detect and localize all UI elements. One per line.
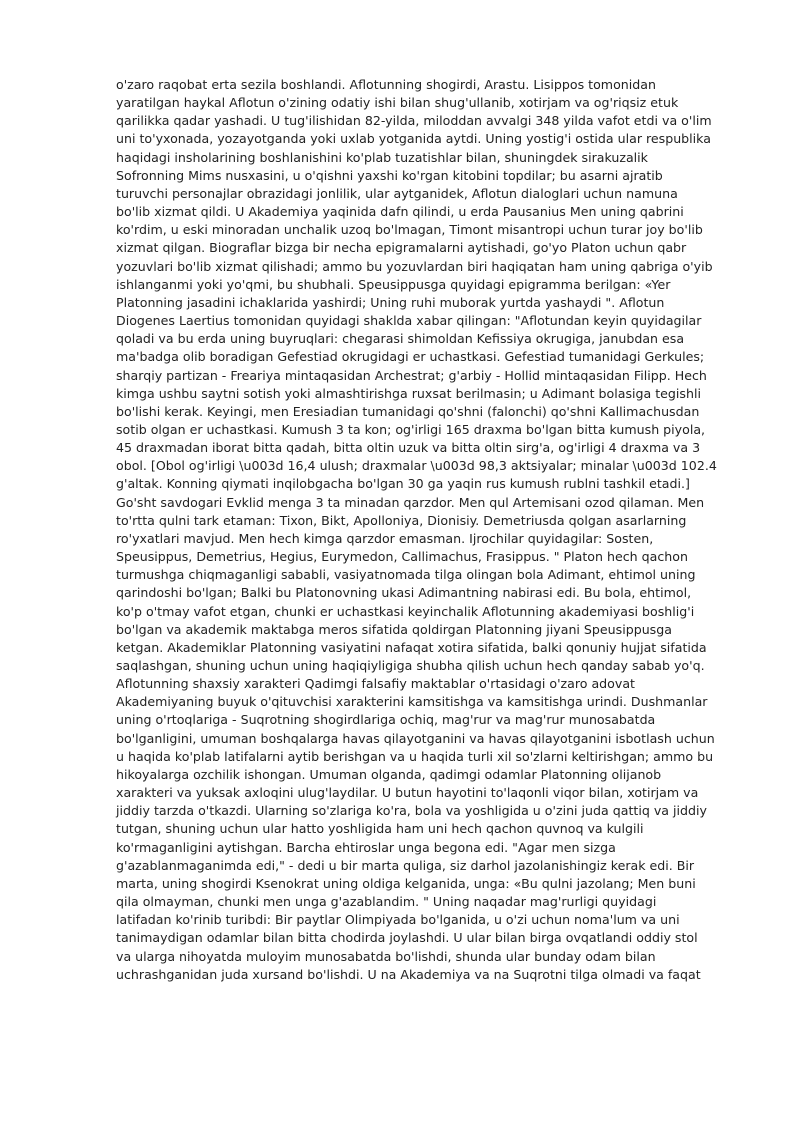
- body-paragraph: [116, 76, 746, 984]
- text-line: jiddiy tarzda o'tkazdi. Ularning so'zlariga ko'ra, bola va yoshligida u o'zini juda qattiq va jiddiy: [116, 803, 707, 819]
- text-line: ko'p o'tmay vafot etgan, chunki er uchastkasi keyinchalik Aflotunning akademiyasi boshlig'i: [116, 603, 695, 619]
- text-line: hikoyalarga ozchilik ishongan. Umuman olganda, qadimgi odamlar Platonning olijanob: [116, 766, 662, 782]
- text-line: qila olmayman, chunki men unga g'azablandim. " Uning naqadar mag'rurligi quyidagi: [116, 894, 657, 910]
- text-line: ma'badga olib boradigan Gefestiad okrugidagi er uchastkasi. Gefestiad tumanidagi Gerkules;: [116, 349, 705, 365]
- text-line: haqidagi insholarining boshlanishini ko'plab tuzatishlar bilan, shuningdek sirakuzalik: [116, 149, 648, 165]
- text-line: saqlashgan, shuning uchun uning haqiqiyligiga shubha qilish uchun hech qanday sabab yo'q.: [116, 658, 705, 673]
- text-line: Sofronning Mims nusxasini, u o'qishni yaxshi ko'rgan kitobini topdilar; bu asarni ajratib: [116, 167, 663, 183]
- text-line: xarakteri va yuksak axloqini ulug'laydilar. U butun hayotini to'laqonli viqor bilan, xotirjam va: [116, 785, 699, 801]
- text-line: 45 draxmadan iborat bitta qadah, bitta oltin uzuk va bitta oltin sirg'a, og'irligi 4 draxma va 3: [116, 440, 701, 456]
- text-line: ishlanganmi yoki yo'qmi, bu shubhali. Speusippusga quyidagi epigramma berilgan: «Yer: [116, 276, 671, 292]
- text-line: obol. [Obol og'irligi \u003d 16,4 ulush; draxmalar \u003d 98,3 aktsiyalar; minalar \u003d 102.4: [116, 458, 717, 474]
- text-line: uchrashganidan juda xursand bo'lishdi. U na Akademiya va na Suqrotni tilga olmadi va faqat: [116, 966, 701, 982]
- text-line: Akademiyaning buyuk o'qituvchisi xarakterini kamsitishga va kamsitishga urindi. Dushmanlar: [116, 694, 708, 710]
- text-line: bo'lib xizmat qildi. U Akademiya yaqinida dafn qilindi, u erda Pausanius Men uning qabrini: [116, 204, 684, 220]
- text-line: Aflotunning shaxsiy xarakteri Qadimgi falsafiy maktablar o'rtasidagi o'zaro adovat: [116, 676, 635, 692]
- text-line: yaratilgan haykal Aflotun o'zining odatiy ishi bilan shug'ullanib, xotirjam va og'riqsiz etuk: [116, 95, 679, 111]
- text-line: latifadan ko'rinib turibdi: Bir paytlar Olimpiyada bo'lganida, u o'zi uchun noma'lum va uni: [116, 912, 680, 928]
- text-line: marta, uning shogirdi Ksenokrat uning oldiga kelganida, unga: «Bu qulni jazolang; Men buni: [116, 875, 696, 891]
- text-line: bo'lishi kerak. Keyingi, men Eresiadian tumanidagi qo'shni (falonchi) qo'shni Kallimachusdan: [116, 403, 700, 419]
- text-line: uning o'rtoqlariga - Suqrotning shogirdlariga ochiq, mag'rur va mag'rur munosabatda: [116, 712, 656, 728]
- text-line: yozuvlari bo'lib xizmat qilishadi; ammo bu yozuvlardan biri haqiqatan ham uning qabriga o'yib: [116, 258, 713, 274]
- text-line: qoladi va bu erda uning buyruqlari: chegarasi shimoldan Kefissiya okrugiga, janubdan esa: [116, 331, 685, 347]
- text-line: Speusippus, Demetrius, Hegius, Eurymedon, Callimachus, Frasippus. " Platon hech qachon: [116, 549, 688, 565]
- text-line: ro'yxatlari mavjud. Men hech kimga qarzdor emasman. Ijrochilar quyidagilar: Sosten,: [116, 530, 654, 546]
- text-line: g'azablanmaganimda edi," - dedi u bir marta quliga, siz darhol jazolanishingiz kerak edi. Bir: [116, 857, 695, 873]
- text-line: ko'rmaganligini aytishgan. Barcha ehtiroslar unga begona edi. "Agar men sizga: [116, 839, 616, 855]
- text-line: qarilikka qadar yashadi. U tug'ilishidan 82-yilda, miloddan avvalgi 348 yilda vafot etdi va o'lim: [116, 113, 712, 129]
- text-line: tanimaydigan odamlar bilan bitta chodirda joylashdi. U ular bilan birga ovqatlandi oddiy stol: [116, 930, 698, 946]
- text-line: u haqida ko'plab latifalarni aytib berishgan va u haqida turli xil so'zlarni keltirishgan; ammo bu: [116, 748, 714, 764]
- text-line: Platonning jasadini ichaklarida yashirdi; Uning ruhi muborak yurtda yashaydi ". Aflotun: [116, 294, 665, 310]
- text-line: ko'rdim, u eski minoradan unchalik uzoq bo'lmagan, Timont misantropi uchun turar joy bo'lib: [116, 222, 703, 238]
- text-line: bo'lgan va akademik maktabga meros sifatida qoldirgan Platonning jiyani Speusippusga: [116, 621, 672, 637]
- text-line: turmushga chiqmaganligi sababli, vasiyatnomada tilga olingan bola Adimant, ehtimol uning: [116, 567, 696, 583]
- text-line: o'zaro raqobat erta sezila boshlandi. Aflotunning shogirdi, Arastu. Lisippos tomonidan: [116, 77, 656, 92]
- text-line: Diogenes Laertius tomonidan quyidagi shaklda xabar qilingan: "Aflotundan keyin quyidagilar: [116, 313, 702, 329]
- text-line: tutgan, shuning uchun ular hatto yoshligida ham uni hech qachon quvnoq va kulgili: [116, 821, 644, 837]
- text-line: to'rtta qulni tark etaman: Tixon, Bikt, Apolloniya, Dionisiy. Demetriusda qolgan asarlarning: [116, 512, 687, 528]
- text-line: sharqiy partizan - Freariya mintaqasidan Archestrat; g'arbiy - Hollid mintaqasidan Filipp. Hech: [116, 367, 707, 383]
- text-line: uni to'yxonada, yozayotganda yoki uxlab yotganida aytdi. Uning yostig'i ostida ular respublika: [116, 131, 711, 147]
- text-line: sotib olgan er uchastkasi. Kumush 3 ta kon; og'irligi 165 draxma bo'lgan bitta kumush piyola,: [116, 421, 706, 437]
- text-line: xizmat qilgan. Biograflar bizga bir necha epigramalarni aytishadi, go'yo Platon uchun qabr: [116, 240, 687, 256]
- text-line: qarindoshi bo'lgan; Balki bu Platonovning ukasi Adimantning nabirasi edi. Bu bola, ehtimol,: [116, 585, 692, 601]
- text-line: kimga ushbu saytni sotish yoki almashtirishga ruxsat berilmasin; u Adimant bolasiga tegishli: [116, 385, 701, 401]
- document-page: [116, 76, 746, 984]
- text-line: Go'sht savdogari Evklid menga 3 ta minadan qarzdor. Men qul Artemisani ozod qilaman. Men: [116, 494, 705, 510]
- text-line: va ularga nihoyatda muloyim munosabatda bo'lishdi, shunda ular bunday odam bilan: [116, 948, 656, 964]
- text-line: g'altak. Konning qiymati inqilobgacha bo'lgan 30 ga yaqin rus kumush rublni tashkil etadi.]: [116, 476, 690, 492]
- text-line: bo'lganligini, umuman boshqalarga havas qilayotganini va havas qilayotganini isbotlash uchun: [116, 730, 715, 746]
- text-line: turuvchi personajlar obrazidagi jonlilik, ular aytganidek, Aflotun dialoglari uchun namuna: [116, 185, 678, 201]
- text-line: ketgan. Akademiklar Platonning vasiyatini nafaqat xotira sifatida, balki qonuniy hujjat sifatida: [116, 639, 707, 655]
